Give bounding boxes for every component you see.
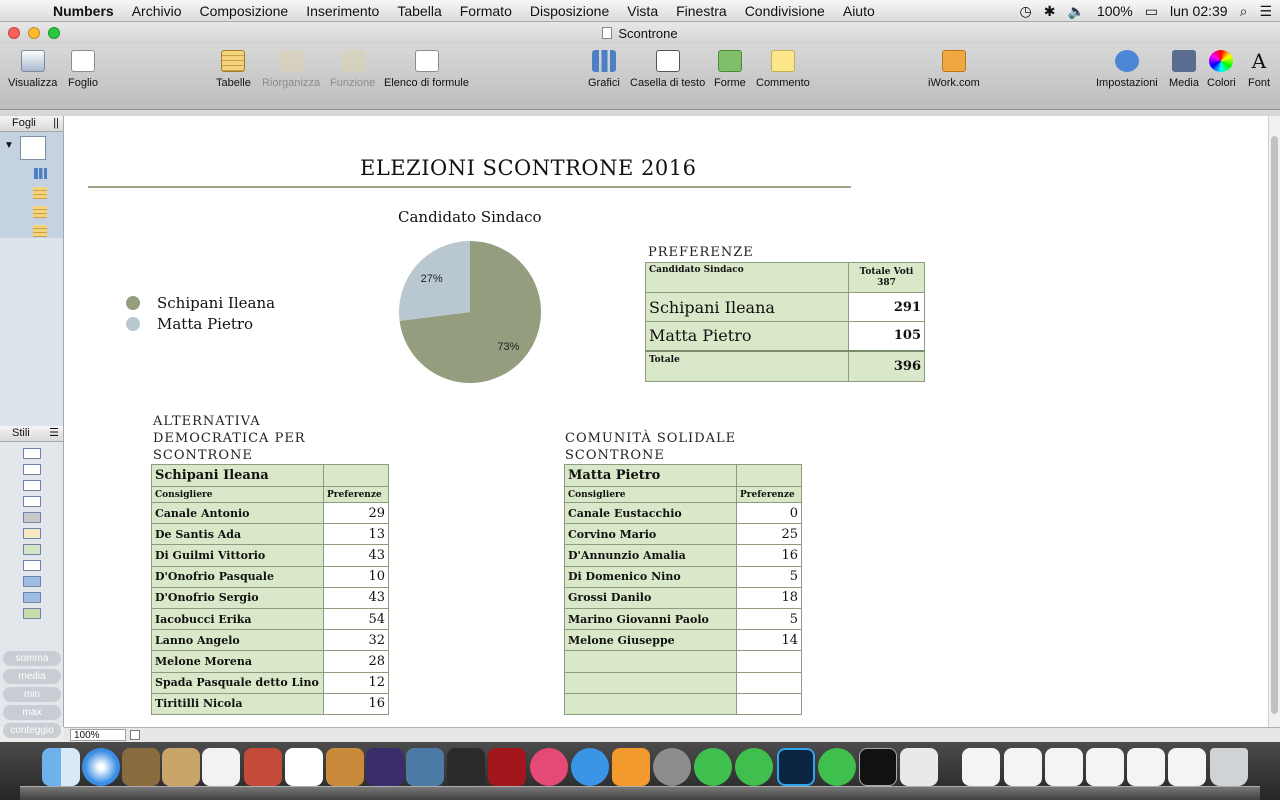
table-row [152, 608, 389, 629]
mail-icon[interactable] [122, 748, 160, 786]
font-icon: A [1251, 49, 1267, 73]
table-row [565, 608, 802, 629]
app-store-icon[interactable] [571, 748, 609, 786]
candidate-row [152, 465, 389, 487]
menu-tabella[interactable]: Tabella [397, 2, 442, 19]
font-label: Font [1247, 77, 1270, 89]
facetime-icon[interactable] [447, 748, 485, 786]
facetime-green-icon[interactable] [694, 748, 732, 786]
function-icon [341, 50, 365, 72]
elenco-formule-label: Elenco di formule [384, 77, 469, 89]
dock-shelf [20, 786, 1260, 800]
page-view-icon[interactable] [130, 730, 140, 740]
media-icon [1172, 50, 1196, 72]
info-icon [1115, 50, 1139, 72]
vertical-scrollbar[interactable] [1268, 116, 1280, 727]
table-style-swatch[interactable] [23, 592, 41, 603]
cell-consigliere[interactable]: Di Domenico Nino [565, 566, 737, 587]
alternativa-title-line: SCONTRONE [153, 448, 253, 463]
window-title: Scontrone [618, 25, 678, 41]
alternativa-table-body [152, 465, 389, 715]
cell-consigliere[interactable] [565, 693, 737, 714]
function-somma[interactable]: somma [3, 651, 61, 666]
foglio-label: Foglio [68, 77, 98, 89]
table-style-swatch[interactable] [23, 528, 41, 539]
table-row [152, 524, 389, 545]
styles-menu-icon[interactable]: ☰ [49, 427, 59, 439]
spotlight-search-icon[interactable]: ⌕ [1239, 2, 1248, 19]
legend-label: Schipani Ileana [157, 294, 276, 312]
header-cell-candidato[interactable]: Candidato Sindaco [646, 263, 849, 293]
sheet-item-scontrone[interactable] [0, 132, 63, 238]
chart-item-icon[interactable] [34, 168, 47, 179]
zoom-select[interactable]: 100% [70, 729, 126, 741]
menu-composizione[interactable]: Composizione [199, 2, 289, 19]
table-style-swatch[interactable] [23, 464, 41, 475]
cell-empty[interactable] [737, 465, 802, 487]
header-cell-consigliere[interactable]: Consigliere [565, 487, 737, 503]
table-icon [221, 50, 245, 72]
volume-icon[interactable]: 🔈 [1067, 2, 1085, 19]
cell-candidate[interactable]: Schipani Ileana [152, 465, 324, 487]
cell-preferenze[interactable]: 5 [737, 608, 802, 629]
menu-aiuto[interactable]: Aiuto [842, 2, 875, 19]
cell-preferenze[interactable]: 43 [324, 587, 389, 608]
grafici-label: Grafici [588, 77, 620, 89]
garageband-icon[interactable] [326, 748, 364, 786]
cell-preferenze[interactable]: 13 [324, 524, 389, 545]
cell-consigliere[interactable]: Tiritilli Nicola [152, 693, 324, 714]
cell-candidate-votes[interactable]: 291 [849, 293, 925, 322]
cell-consigliere[interactable]: Melone Morena [152, 651, 324, 672]
messages-green-icon[interactable] [735, 748, 773, 786]
table-row [565, 651, 802, 672]
cell-total-value[interactable]: 396 [849, 351, 925, 382]
legend-item-matta[interactable] [126, 315, 253, 333]
impostazioni-button[interactable] [1096, 50, 1158, 89]
sheet-icon [71, 50, 95, 72]
table-style-swatch[interactable] [23, 512, 41, 523]
cell-consigliere[interactable]: D'Annunzio Amalia [565, 545, 737, 566]
cell-preferenze[interactable]: 16 [324, 693, 389, 714]
table-row [152, 693, 389, 714]
cell-preferenze[interactable]: 16 [737, 545, 802, 566]
casella-testo-button[interactable] [630, 50, 705, 89]
foglio-button[interactable] [68, 50, 98, 89]
visualizza-label: Visualizza [8, 77, 58, 89]
table-style-swatch[interactable] [23, 560, 41, 571]
sidebar [0, 116, 64, 736]
header-cell-consigliere[interactable]: Consigliere [152, 487, 324, 503]
menu-archivio[interactable]: Archivio [131, 2, 182, 19]
calendar-icon[interactable] [285, 748, 323, 786]
menu-vista[interactable]: Vista [627, 2, 659, 19]
toolbar [0, 44, 1280, 110]
impostazioni-label: Impostazioni [1096, 77, 1158, 89]
cell-consigliere[interactable]: Marino Giovanni Paolo [565, 608, 737, 629]
cell-consigliere[interactable]: Melone Giuseppe [565, 630, 737, 651]
chart-title[interactable]: Candidato Sindaco [398, 208, 542, 226]
cell-empty[interactable] [324, 465, 389, 487]
comunita-table-body [565, 465, 802, 715]
cell-candidate-name[interactable]: Schipani Ileana [646, 293, 849, 322]
menubar [0, 0, 1280, 22]
cell-consigliere[interactable]: Iacobucci Erika [152, 608, 324, 629]
cell-consigliere[interactable]: Corvino Mario [565, 524, 737, 545]
cell-preferenze[interactable]: 28 [324, 651, 389, 672]
cell-consigliere[interactable] [565, 672, 737, 693]
table-row [565, 566, 802, 587]
riorganizza-button[interactable] [262, 50, 320, 89]
table-style-swatch[interactable] [23, 544, 41, 555]
table-row [152, 503, 389, 524]
cell-preferenze[interactable]: 0 [737, 503, 802, 524]
finder-icon[interactable] [42, 748, 80, 786]
legend-item-schipani[interactable] [126, 294, 275, 312]
cell-consigliere[interactable]: Canale Antonio [152, 503, 324, 524]
formula-list-icon [415, 50, 439, 72]
status-bar [64, 727, 1280, 742]
minimize-window-button[interactable] [28, 27, 40, 39]
cell-preferenze[interactable]: 54 [324, 608, 389, 629]
document-stack-icon[interactable] [1168, 748, 1206, 786]
reorganize-icon [279, 50, 303, 72]
funzione-button[interactable] [330, 50, 375, 89]
cell-preferenze[interactable]: 14 [737, 630, 802, 651]
clock[interactable]: lun 02:39 [1169, 3, 1228, 19]
styles-header [0, 426, 63, 442]
close-window-button[interactable] [8, 27, 20, 39]
sheets-panel [0, 132, 63, 426]
cell-consigliere[interactable]: D'Onofrio Pasquale [152, 566, 324, 587]
legend-swatch [126, 296, 140, 310]
funzione-label: Funzione [330, 77, 376, 89]
imovie-icon[interactable] [366, 748, 404, 786]
media-label: Media [1169, 77, 1199, 89]
document-stack-icon[interactable] [1004, 748, 1042, 786]
pie-label-0: 73% [497, 340, 520, 353]
bluetooth-icon[interactable]: ✱ [1043, 2, 1056, 19]
function-conteggio[interactable]: conteggio [3, 723, 61, 738]
preview-icon[interactable] [202, 748, 240, 786]
comunita-title-line: SCONTRONE [565, 448, 665, 463]
cell-preferenze[interactable]: 29 [324, 503, 389, 524]
table-row [152, 672, 389, 693]
cell-preferenze[interactable]: 5 [737, 566, 802, 587]
title-rule [88, 186, 851, 188]
cell-consigliere[interactable]: Di Guilmi Vittorio [152, 545, 324, 566]
cell-preferenze[interactable] [737, 672, 802, 693]
table-row [565, 630, 802, 651]
header-totale-count: 387 [877, 277, 896, 288]
cell-preferenze[interactable]: 32 [324, 630, 389, 651]
sheets-header [0, 116, 63, 132]
table-row [565, 524, 802, 545]
candidate-row [565, 465, 802, 487]
table-style-swatch[interactable] [23, 576, 41, 587]
cell-preferenze[interactable]: 25 [737, 524, 802, 545]
notification-list-icon[interactable]: ☰ [1259, 2, 1272, 19]
cell-consigliere[interactable]: D'Onofrio Sergio [152, 587, 324, 608]
table-row [646, 322, 925, 351]
text-box-icon [656, 50, 680, 72]
pie-label-1: 27% [420, 273, 443, 286]
cell-candidate-name[interactable]: Matta Pietro [646, 322, 849, 351]
menu-app-name[interactable]: Numbers [53, 2, 114, 19]
document-stack-icon[interactable] [1086, 748, 1124, 786]
cell-consigliere[interactable]: De Santis Ada [152, 524, 324, 545]
visualizza-button[interactable] [8, 50, 57, 89]
sheet-icon [20, 136, 46, 160]
chart-icon [592, 50, 616, 72]
table-item-icon[interactable] [33, 206, 47, 218]
document-stack-icon[interactable] [1045, 748, 1083, 786]
title-bar [0, 22, 1280, 44]
styles-header-label: Stili [12, 427, 30, 439]
comment-icon [771, 50, 795, 72]
table-row [646, 293, 925, 322]
cell-preferenze[interactable]: 10 [324, 566, 389, 587]
color-wheel-icon [1209, 50, 1233, 72]
table-header-row [646, 263, 925, 293]
menu-inserimento[interactable]: Inserimento [306, 2, 380, 19]
table-row [152, 587, 389, 608]
iwork-label: iWork.com [928, 77, 980, 89]
photo-booth-icon[interactable] [488, 748, 526, 786]
table-style-swatch[interactable] [23, 480, 41, 491]
cell-candidate-votes[interactable]: 105 [849, 322, 925, 351]
table-style-swatch[interactable] [23, 448, 41, 459]
scrollbar-thumb[interactable] [1271, 136, 1278, 714]
trash-icon[interactable] [1210, 748, 1248, 786]
elenco-formule-button[interactable] [384, 50, 469, 89]
preferenze-title[interactable]: PREFERENZE [648, 245, 754, 260]
header-cell-preferenze[interactable]: Preferenze [737, 487, 802, 503]
header-cell-totale[interactable] [849, 263, 925, 293]
cell-preferenze[interactable]: 43 [324, 545, 389, 566]
menu-condivisione[interactable]: Condivisione [744, 2, 825, 19]
app-green-icon[interactable] [818, 748, 856, 786]
shapes-icon [718, 50, 742, 72]
ibooks-icon[interactable] [612, 748, 650, 786]
tabelle-button[interactable] [216, 50, 251, 89]
safari-icon[interactable] [82, 748, 120, 786]
commento-button[interactable] [756, 50, 810, 89]
zoom-window-button[interactable] [48, 27, 60, 39]
function-min[interactable]: min [3, 687, 61, 702]
itunes-icon[interactable] [530, 748, 568, 786]
menu-disposizione[interactable]: Disposizione [529, 2, 610, 19]
table-row [565, 503, 802, 524]
cell-consigliere[interactable]: Canale Eustacchio [565, 503, 737, 524]
keynote-icon[interactable] [244, 748, 282, 786]
dock [0, 742, 1280, 800]
colori-button[interactable] [1207, 50, 1236, 89]
terminal-icon[interactable] [859, 748, 897, 786]
cell-preferenze[interactable] [737, 651, 802, 672]
comunita-title[interactable] [565, 430, 736, 464]
table-row [152, 651, 389, 672]
document-icon [602, 27, 612, 39]
font-button[interactable] [1247, 50, 1271, 89]
cell-consigliere[interactable] [565, 651, 737, 672]
casella-testo-label: Casella di testo [630, 77, 706, 89]
colori-label: Colori [1207, 77, 1236, 89]
preferenze-table[interactable] [645, 262, 925, 382]
iwork-button[interactable] [928, 50, 980, 89]
alternativa-title-line: ALTERNATIVA [153, 414, 261, 429]
table-row [152, 545, 389, 566]
cell-consigliere[interactable]: Lanno Angelo [152, 630, 324, 651]
cell-preferenze[interactable]: 12 [324, 672, 389, 693]
pane-resize-icon[interactable]: || [53, 117, 59, 129]
table-header-row [565, 487, 802, 503]
cell-preferenze[interactable]: 18 [737, 587, 802, 608]
table-row [565, 587, 802, 608]
table-row [565, 545, 802, 566]
contacts-icon[interactable] [162, 748, 200, 786]
table-row [565, 693, 802, 714]
photoshop-icon[interactable] [777, 748, 815, 786]
table-item-icon[interactable] [33, 225, 47, 237]
alternativa-title-line: DEMOCRATICA PER [153, 431, 306, 446]
commento-label: Commento [756, 77, 810, 89]
table-row [565, 672, 802, 693]
media-button[interactable] [1169, 50, 1199, 89]
header-totale-label: Totale Voti [859, 266, 914, 277]
iwork-icon [942, 50, 966, 72]
time-machine-icon[interactable]: ◷ [1019, 2, 1032, 19]
forme-button[interactable] [714, 50, 746, 89]
disclosure-triangle-icon[interactable]: ▼ [4, 140, 14, 151]
function-media[interactable]: media [3, 669, 61, 684]
cell-candidate[interactable]: Matta Pietro [565, 465, 737, 487]
table-style-swatch[interactable] [23, 496, 41, 507]
table-styles-list [0, 442, 63, 619]
comunita-table[interactable] [564, 464, 802, 715]
iphoto-icon[interactable] [406, 748, 444, 786]
legend-swatch [126, 317, 140, 331]
cell-consigliere[interactable]: Grossi Danilo [565, 587, 737, 608]
system-preferences-icon[interactable] [653, 748, 691, 786]
sheets-header-label: Fogli [12, 117, 36, 129]
table-item-icon[interactable] [33, 187, 47, 199]
quick-functions-list [0, 648, 64, 738]
sheet-title[interactable]: ELEZIONI SCONTRONE 2016 [360, 156, 697, 180]
grafici-button[interactable] [588, 50, 620, 89]
battery-icon[interactable]: ▭ [1144, 2, 1158, 19]
legend-label: Matta Pietro [157, 315, 254, 333]
table-header-row [152, 487, 389, 503]
battery-status[interactable]: 100% [1096, 3, 1133, 19]
cell-consigliere[interactable]: Spada Pasquale detto Lino [152, 672, 324, 693]
document-stack-icon[interactable] [1127, 748, 1165, 786]
table-footer-row [646, 351, 925, 382]
table-row [152, 630, 389, 651]
document-stack-icon[interactable] [962, 748, 1000, 786]
cell-preferenze[interactable] [737, 693, 802, 714]
menu-formato[interactable]: Formato [459, 2, 512, 19]
alternativa-title[interactable] [153, 413, 306, 464]
forme-label: Forme [714, 77, 746, 89]
header-cell-preferenze[interactable]: Preferenze [324, 487, 389, 503]
pie-chart[interactable] [395, 237, 545, 387]
function-max[interactable]: max [3, 705, 61, 720]
table-style-swatch[interactable] [23, 608, 41, 619]
textedit-icon[interactable] [900, 748, 938, 786]
view-icon [21, 50, 45, 72]
tabelle-label: Tabelle [216, 77, 251, 89]
alternativa-table[interactable] [151, 464, 389, 715]
menu-finestra[interactable]: Finestra [676, 2, 727, 19]
comunita-title-line: COMUNITÀ SOLIDALE [565, 431, 737, 446]
riorganizza-label: Riorganizza [262, 77, 321, 89]
sheet-canvas[interactable] [64, 116, 1268, 727]
table-row [152, 566, 389, 587]
cell-total-label[interactable]: Totale [646, 351, 849, 382]
